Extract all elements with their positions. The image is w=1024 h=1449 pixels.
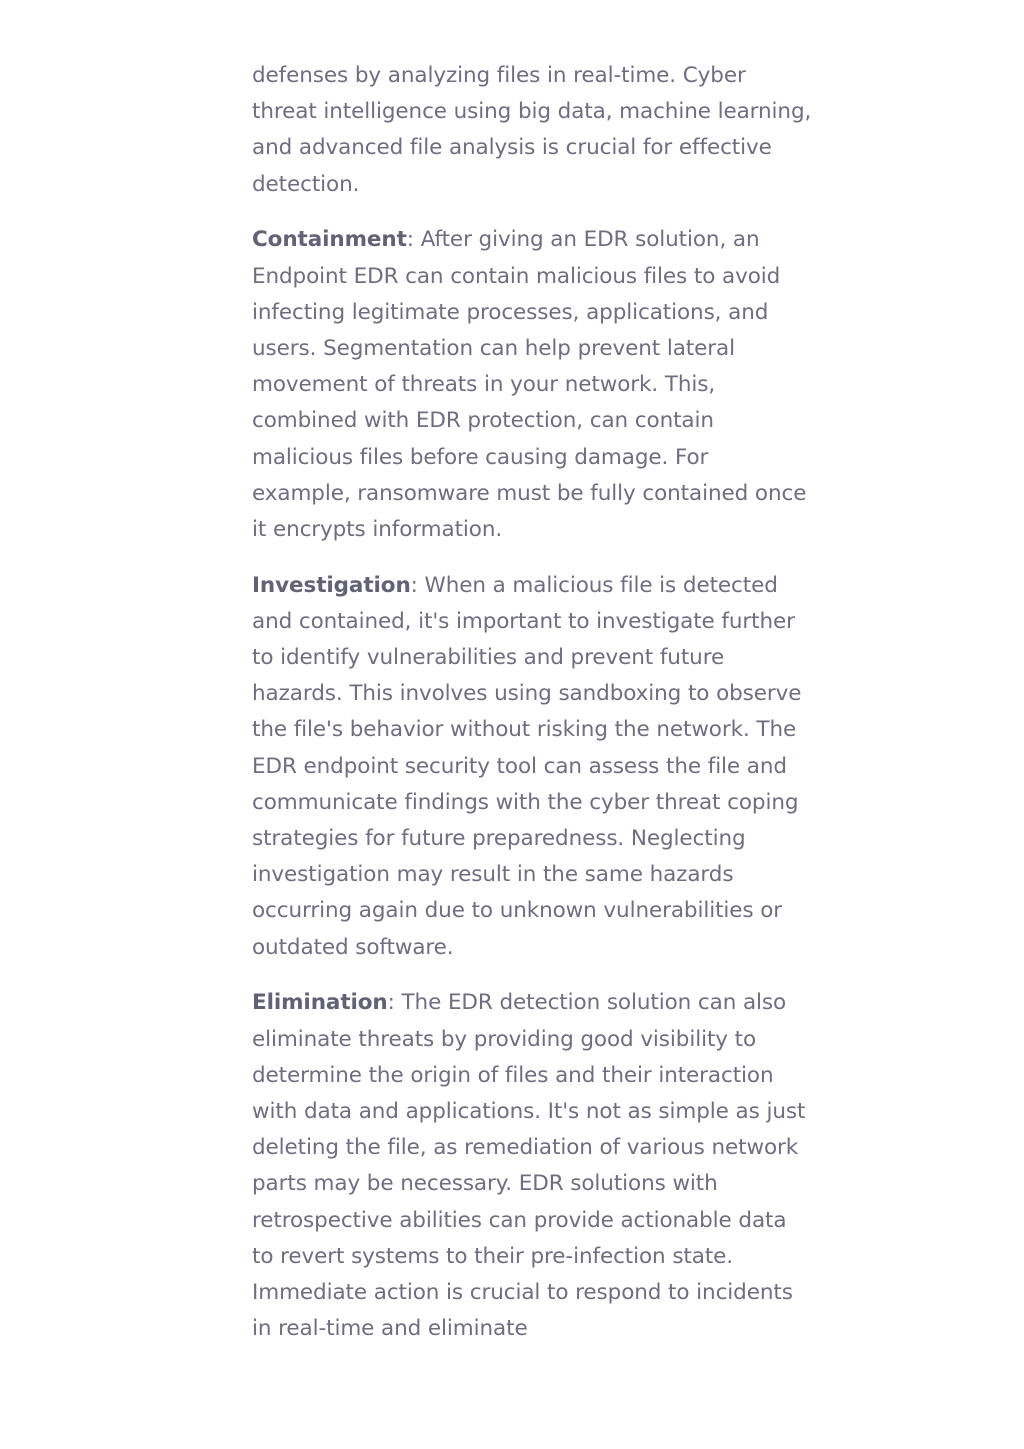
investigation-text: : When a malicious file is detected and contained, it's important to investigate further to identify vulnerabilities and prevent future hazards. This involves using sandboxing to observe the file's behavior without risking the network. The EDR endpoint security tool can assess the file and communicate findings with the cyber threat coping strategies for future preparedness. Neglecting investigation may result in the same hazards occurring again due to unknown vulnerabilities or outdated software. [252,572,802,960]
containment-text: : After giving an EDR solution, an Endpoint EDR can contain malicious files to avoid infecting legitimate processes, applications, and users. Segmentation can help prevent lateral movement of threats in your network. This, combined with EDR protection, can contain malicious files before causing damage. For example, ransomware must be fully contained once it encrypts information. [252,227,807,542]
containment-paragraph [252,222,812,548]
intro-paragraph: defenses by analyzing files in real-time. Cyber threat intelligence using big data, machine learning, and advanced file analysis is crucial for effective detection. [252,63,812,197]
elimination-paragraph [252,985,812,1347]
investigation-term: Investigation [252,572,411,598]
elimination-term: Elimination [252,990,388,1016]
article-body [252,58,812,1367]
elimination-text: : The EDR detection solution can also eliminate threats by providing good visibility to determine the origin of files and their interaction with data and applications. It's not as simple as just deleting the file, as remediation of various network parts may be necessary. EDR solutions with retrospective abilities can provide actionable data to revert systems to their pre-infection state. Immediate action is crucial to respond to incidents in real-time and eliminate [252,990,806,1342]
investigation-paragraph [252,568,812,966]
containment-term: Containment [252,227,407,253]
